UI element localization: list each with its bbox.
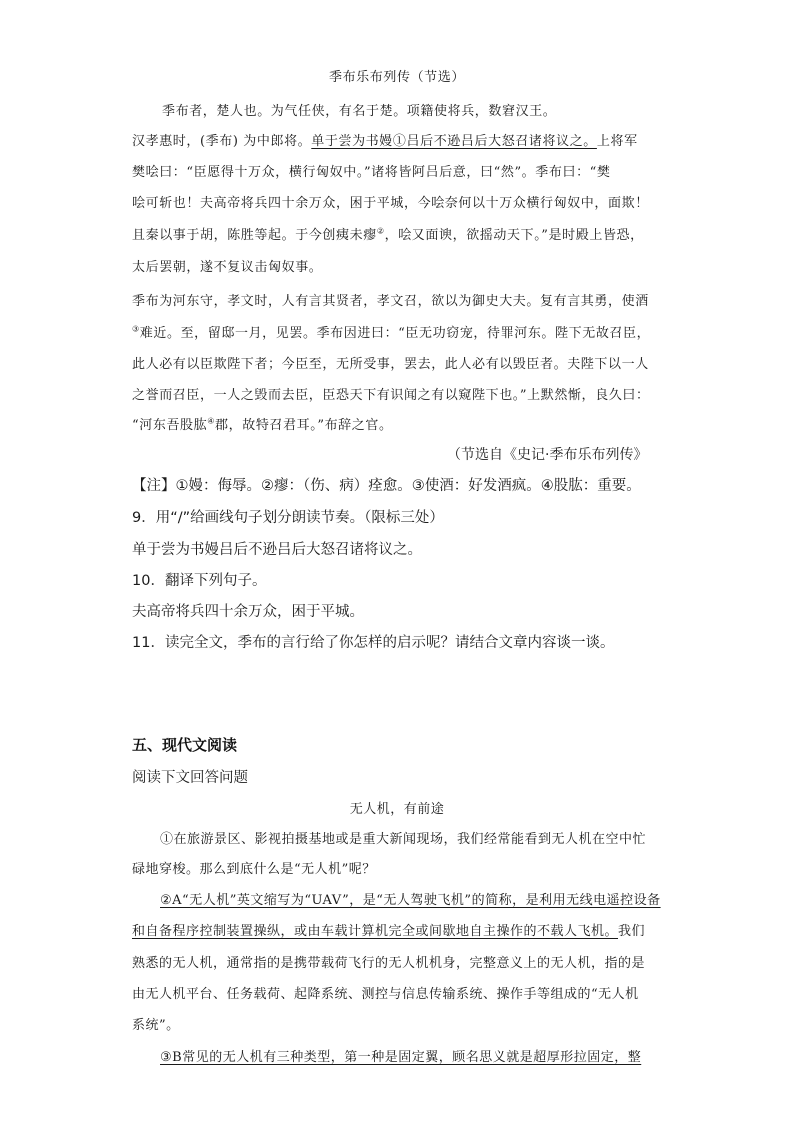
- passage-line: [132, 130, 638, 149]
- passage-title: 季布乐布列传（节选）: [328, 70, 465, 85]
- underlined-text: 和自备程序控制装置操纵，或由车载计算机完全或间歇地自主操作的不载人飞机。: [132, 924, 619, 939]
- note-mark: ④: [207, 416, 216, 426]
- question-9: 9．用“/”给画线句子划分朗读节奏。（限标三处）: [132, 510, 444, 526]
- passage-source: （节选自《史记·季布乐布列传》: [447, 447, 648, 463]
- underlined-sentence: 单于尝为书嫚①吕后不逊吕后大怒召诸将议之。: [311, 134, 597, 149]
- note-mark: ③: [132, 324, 140, 334]
- passage-line: 此人必有以臣欺陛下者；今臣至，无所受事，罢去，此人必有以毁臣者。夫陛下以一人: [132, 357, 649, 372]
- section-heading: 五、现代文阅读: [132, 736, 238, 754]
- article-paragraph-line: ①在旅游景区、影视拍摄基地或是重大新闻现场，我们经常能看到无人机在空中忙: [160, 832, 647, 847]
- article-paragraph-line: 系统”。: [132, 1018, 180, 1033]
- passage-line: 之誉而召臣，一人之毁而去臣，臣恐天下有识闻之有以窥陛下也。”上默然惭，良久曰：: [132, 388, 650, 403]
- article-paragraph-line: [160, 1046, 641, 1065]
- passage-line: “河东吾股肱④郡，故特召君耳。”布辞之官。: [132, 416, 393, 433]
- question-10: 10．翻译下列句子。: [132, 573, 267, 589]
- passage-line: 季布为河东守，孝文时，人有言其贤者，孝文召，欲以为御史大夫。复有言其勇，使酒: [132, 294, 649, 309]
- article-paragraph-line: 熟悉的无人机，通常指的是携带载荷飞行的无人机机身，完整意义上的无人机，指的是: [132, 956, 646, 971]
- article-paragraph-line: 碌地穿梭。那么到底什么是“无人机”呢？: [132, 862, 376, 877]
- passage-line: 且秦以事于胡，陈胜等起。于今创痍未瘳②，哙又面谀，欲摇动天下。”是时殿上皆恐，: [132, 226, 644, 243]
- article-paragraph-line: [160, 889, 661, 908]
- article-paragraph-line: 和自备程序控制装置操纵，或由车载计算机完全或间歇地自主操作的不载人飞机。我们: [132, 924, 646, 939]
- passage-line: 太后罢朝，遂不复议击匈奴事。: [132, 260, 323, 275]
- passage-line: ③难近。至，留邸一月，见罢。季布因进曰：“臣无功窃宠，待罪河东。陛下无故召臣，: [132, 324, 651, 341]
- question-9-sentence: 单于尝为书嫚吕后不逊吕后大怒召诸将议之。: [132, 542, 422, 558]
- section-instruction: 阅读下文回答问题: [132, 770, 248, 786]
- passage-text: 汉孝惠时，(季布) 为中郎将。: [132, 134, 312, 149]
- underlined-text: ②A“无人机”英文缩写为“UAV”，是“无人驾驶飞机”的简称，是利用无线电遥控设备: [160, 893, 661, 908]
- note-mark: ②: [376, 226, 385, 236]
- passage-line: 哙可斩也！夫高帝将兵四十余万众，困于平城，今哙奈何以十万众横行匈奴中，面欺！: [132, 196, 649, 211]
- article-title: 无人机，有前途: [349, 802, 445, 817]
- article-paragraph-line: 由无人机平台、任务载荷、起降系统、测控与信息传输系统、操作手等组成的“无人机: [132, 987, 639, 1002]
- passage-text: 上将军: [596, 134, 638, 149]
- passage-line: 樊哙曰：“臣愿得十万众，横行匈奴中。”诸将皆阿吕后意，曰“然”。季布曰：“樊: [132, 165, 611, 180]
- passage-line: 季布者，楚人也。为气任侠，有名于楚。项籍使将兵，数窘汉王。: [162, 104, 557, 119]
- question-11: 11．读完全文，季布的言行给了你怎样的启示呢？请结合文章内容谈一谈。: [132, 635, 615, 651]
- annotation-notes: 【注】①嫚：侮辱。②瘳：（伤、病）痊愈。③使酒：好发酒疯。④股肱：重要。: [132, 478, 641, 494]
- question-10-sentence: 夫高帝将兵四十余万众，困于平城。: [132, 604, 364, 620]
- underlined-text: ③B常见的无人机有三种类型，第一种是固定翼，顾名思义就是超厚形拉固定，整: [160, 1050, 642, 1065]
